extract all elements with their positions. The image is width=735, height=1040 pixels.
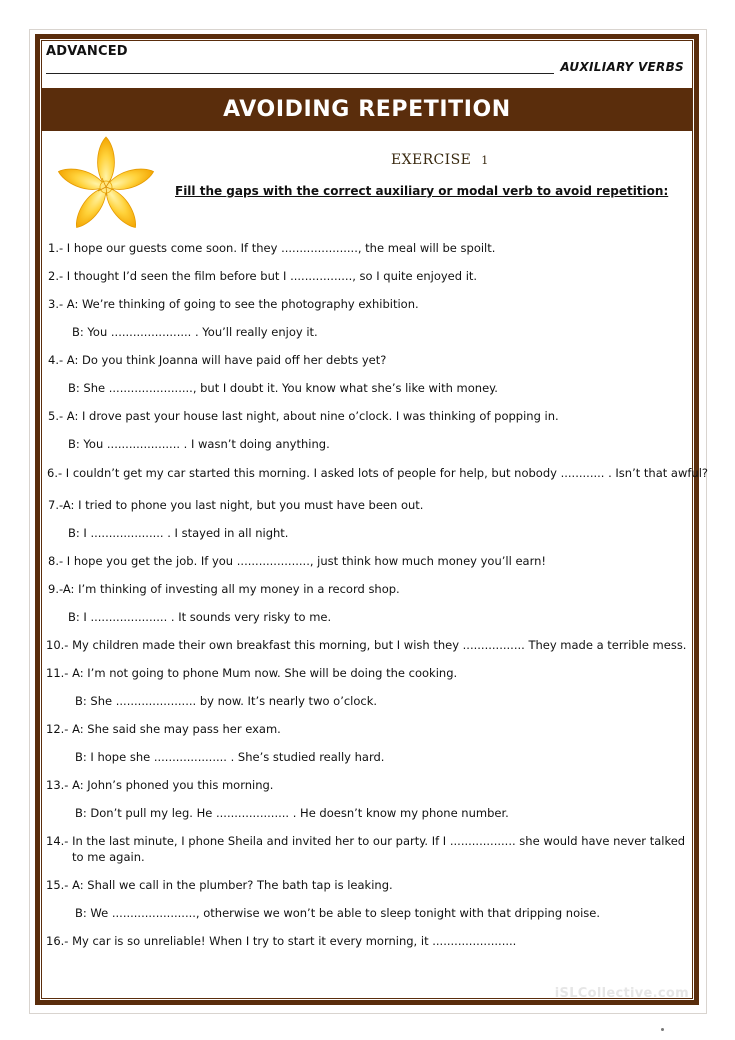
question-5b: B: You .................... . I wasn’t doing anything. xyxy=(68,437,330,451)
exercise-label: EXERCISE xyxy=(391,152,472,168)
exercise-number: 1 xyxy=(481,154,489,167)
question-9b: B: I ..................... . It sounds very risky to me. xyxy=(68,610,332,624)
level-label: ADVANCED xyxy=(46,44,128,59)
question-13a: 13.- A: John’s phoned you this morning. xyxy=(46,778,274,792)
question-2: 2.- I thought I’d seen the film before but I ................., so I quite enjoyed it. xyxy=(48,269,478,283)
question-3a: 3.- A: We’re thinking of going to see the photography exhibition. xyxy=(48,297,419,311)
question-13b: B: Don’t pull my leg. He .................... . He doesn’t know my phone number. xyxy=(75,806,509,820)
page-title: AVOIDING REPETITION xyxy=(223,97,511,122)
question-12b: B: I hope she .................... . She’s studied really hard. xyxy=(75,750,385,764)
question-6: 6.- I couldn’t get my car started this morning. I asked lots of people for help, but nobody ............ . Isn’t that awful? xyxy=(47,466,708,480)
question-15b: B: We ......................., otherwise we won’t be able to sleep tonight with that dripping noise. xyxy=(75,906,601,920)
question-14-continued: to me again. xyxy=(72,850,145,864)
question-11a: 11.- A: I’m not going to phone Mum now. She will be doing the cooking. xyxy=(46,666,458,680)
question-8: 8.- I hope you get the job. If you ...................., just think how much money you’ll earn! xyxy=(48,554,546,568)
question-7b: B: I .................... . I stayed in all night. xyxy=(68,526,289,540)
instruction: Fill the gaps with the correct auxiliary or modal verb to avoid repetition: xyxy=(175,184,669,198)
question-7a: 7.-A: I tried to phone you last night, but you must have been out. xyxy=(48,498,424,512)
question-12a: 12.- A: She said she may pass her exam. xyxy=(46,722,281,736)
question-15a: 15.- A: Shall we call in the plumber? The bath tap is leaking. xyxy=(46,878,393,892)
question-4a: 4.- A: Do you think Joanna will have paid off her debts yet? xyxy=(48,353,387,367)
watermark: iSLCollective.com xyxy=(554,986,689,1001)
question-5a: 5.- A: I drove past your house last night, about nine o’clock. I was thinking of popping in. xyxy=(48,409,559,423)
question-3b: B: You ...................... . You’ll really enjoy it. xyxy=(72,325,318,339)
question-4b: B: She ......................., but I doubt it. You know what she’s like with money. xyxy=(68,381,498,395)
question-11b: B: She ...................... by now. It’s nearly two o’clock. xyxy=(75,694,378,708)
topic-label: AUXILIARY VERBS xyxy=(560,60,684,74)
question-16: 16.- My car is so unreliable! When I try to start it every morning, it ....................... xyxy=(46,934,517,948)
question-10: 10.- My children made their own breakfast this morning, but I wish they ................. They made a terrible mess. xyxy=(46,638,687,652)
exercise-heading xyxy=(391,152,489,168)
question-9a: 9.-A: I’m thinking of investing all my money in a record shop. xyxy=(48,582,400,596)
flower-icon xyxy=(42,134,168,238)
question-1: 1.- I hope our guests come soon. If they ....................., the meal will be spoilt. xyxy=(48,241,496,255)
title-banner xyxy=(41,88,693,131)
page-dot xyxy=(661,1028,664,1031)
question-14: 14.- In the last minute, I phone Sheila and invited her to our party. If I .................. she would have never talked xyxy=(46,834,686,848)
header-rule xyxy=(46,73,554,74)
